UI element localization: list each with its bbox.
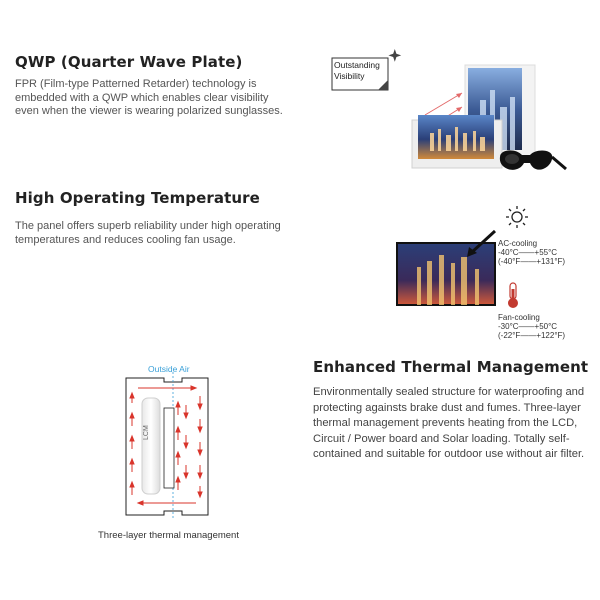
lcm-label: LCM <box>143 425 150 440</box>
thermal-diagram-graphic <box>120 360 230 520</box>
fan-cooling-spec <box>498 313 565 340</box>
thermal-diagram-caption: Three-layer thermal management <box>98 530 239 541</box>
sun-icon <box>506 206 528 228</box>
fan-cooling-celsius: -30°C——+50°C <box>498 322 558 331</box>
thermal-title: Enhanced Thermal Management <box>313 358 589 376</box>
qwp-illustration <box>330 45 570 185</box>
temperature-description: The panel offers superb reliability under high operating temperatures and reduces cooling fan usage. <box>15 220 281 246</box>
sunglasses-icon <box>500 150 566 169</box>
ac-cooling-celsius: -40°C——+55°C <box>498 248 558 257</box>
badge-line-2: Visibility <box>334 71 365 81</box>
temperature-illustration <box>395 205 595 345</box>
fan-cooling-label: Fan-cooling <box>498 313 540 322</box>
outstanding-visibility-badge <box>334 60 380 82</box>
thermal-diagram <box>120 360 230 520</box>
ac-cooling-label: AC-cooling <box>498 239 538 248</box>
ac-cooling-fahrenheit: (-40°F——+131°F) <box>498 257 566 266</box>
badge-line-1: Outstanding <box>334 60 380 70</box>
thermometer-icon <box>508 283 518 308</box>
qwp-description: FPR (Film-type Patterned Retarder) technology is embedded with a QWP which enables clear visibility even when the viewer is wearing polarized sunglasses. <box>15 78 283 117</box>
temperature-title: High Operating Temperature <box>15 189 260 207</box>
qwp-title: QWP (Quarter Wave Plate) <box>15 53 243 71</box>
outside-air-label: Outside Air <box>148 364 190 374</box>
thermal-description: Environmentally sealed structure for waterproofing and protecting againsts brake dust and fumes. Three-layer thermal management prevents heating from the LCD, Circuit / Power board and Solar loading. Totally self-contained and suitable for outdoor use without air filter. <box>313 386 585 460</box>
ac-cooling-spec <box>498 239 565 266</box>
fan-cooling-fahrenheit: (-22°F——+122°F) <box>498 331 566 340</box>
